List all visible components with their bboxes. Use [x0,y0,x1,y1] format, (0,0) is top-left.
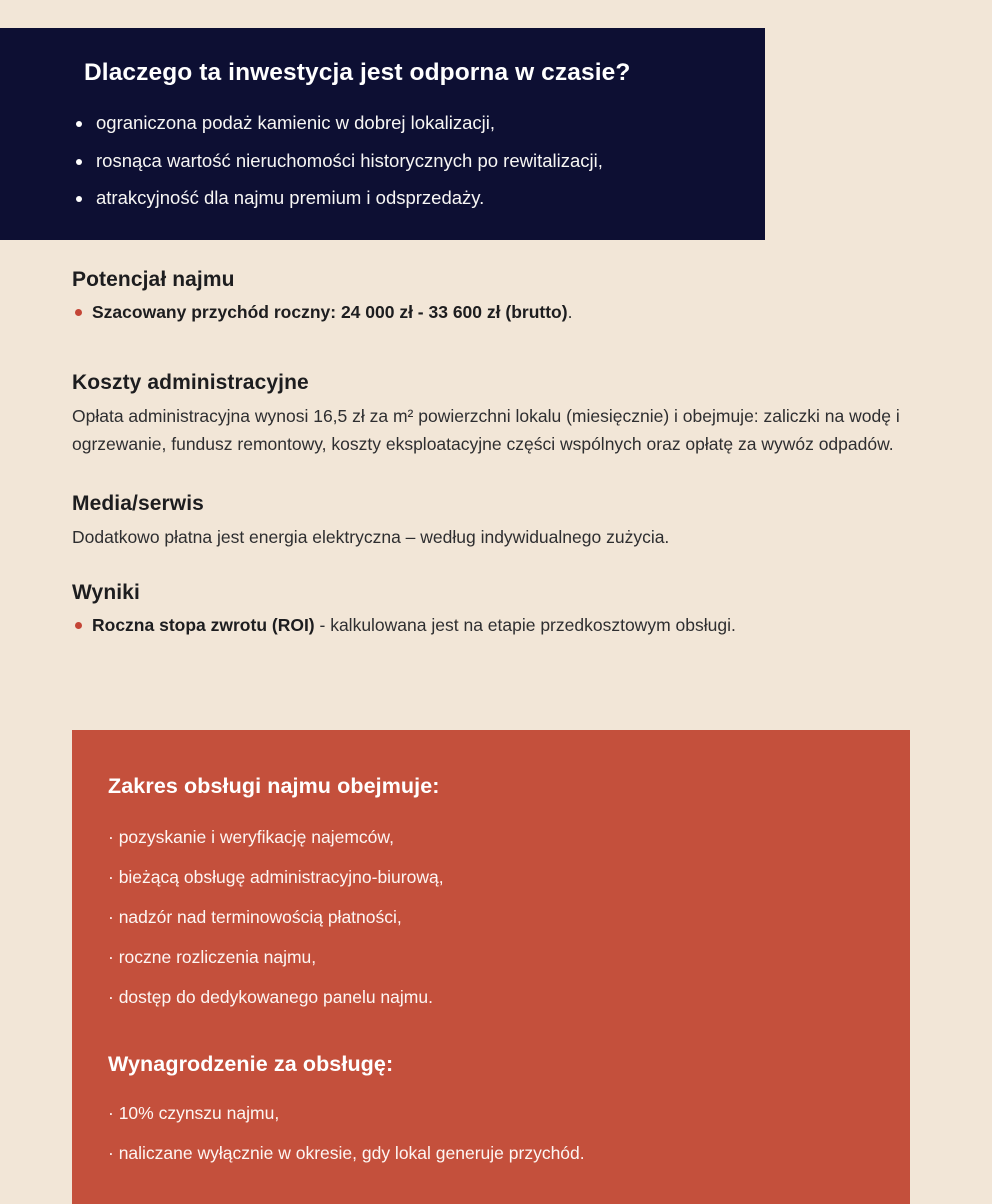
roi-description: - kalkulowana jest na etapie przedkosztowym obsługi. [314,614,736,635]
admin-costs-paragraph: Opłata administracyjna wynosi 16,5 zł za m² powierzchni lokalu (miesięcznie) i obejmuje: zaliczki na wodę i ogrzewanie, fundusz remontowy, koszty eksploatacyjne części wspólnych oraz opłatę za wywóz odpadów. [72,406,900,454]
spacer [72,458,922,492]
rent-potential-value: Szacowany przychód roczny: 24 000 zł - 33 600 zł (brutto) [92,302,568,322]
list-item [76,113,765,133]
spacer [72,551,922,581]
banner-bullet-list [0,113,765,208]
rent-potential-bullet [72,300,922,325]
fee-title: Wynagrodzenie za obsługę: [108,1052,394,1076]
bullet-dot-icon [75,309,82,316]
list-item-label: rosnąca wartość nieruchomości historycznych po rewitalizacji, [96,149,603,171]
bullet-dot-icon [76,121,82,127]
fee-list [72,1103,910,1164]
banner-title: Dlaczego ta inwestycja jest odporna w czasie? [84,59,631,86]
media-paragraph: Dodatkowo płatna jest energia elektryczna – według indywidualnego zużycia. [72,526,670,547]
section-heading: Potencjał najmu [72,268,235,291]
investment-resilience-banner [0,28,765,240]
section-heading: Koszty administracyjne [72,371,309,395]
spacer [72,325,922,371]
list-item [76,188,765,208]
document-body [72,268,922,638]
list-item: · 10% czynszu najmu, [108,1103,280,1123]
roi-label: Roczna stopa zwrotu (ROI) [92,614,315,635]
bullet-dot-icon [76,159,82,165]
rent-potential-tail: . [567,302,573,322]
section-results [72,581,922,638]
section-heading: Media/serwis [72,491,204,515]
rental-service-scope-box [72,730,910,1204]
list-item: · nadzór nad terminowością płatności, [108,907,402,927]
list-item: · dostęp do dedykowanego panelu najmu. [108,987,433,1007]
list-item-label: ograniczona podaż kamienic w dobrej lokalizacji, [96,112,495,134]
list-item: · pozyskanie i weryfikację najemców, [108,827,394,847]
list-item: · bieżącą obsługę administracyjno-biurową, [108,867,444,887]
section-admin-costs [72,371,922,457]
list-item: · roczne rozliczenia najmu, [108,947,317,967]
section-media-service [72,492,922,551]
results-bullet [72,613,922,638]
section-heading: Wyniki [72,580,140,604]
list-item [76,151,765,171]
list-item: · naliczane wyłącznie w okresie, gdy lokal generuje przychód. [108,1143,585,1163]
bullet-dot-icon [75,622,82,629]
list-item-label: atrakcyjność dla najmu premium i odsprzedaży. [96,187,485,209]
scope-title: Zakres obsługi najmu obejmuje: [108,774,440,798]
bullet-dot-icon [76,196,82,202]
scope-list [72,827,910,1008]
section-rent-potential [72,268,922,325]
